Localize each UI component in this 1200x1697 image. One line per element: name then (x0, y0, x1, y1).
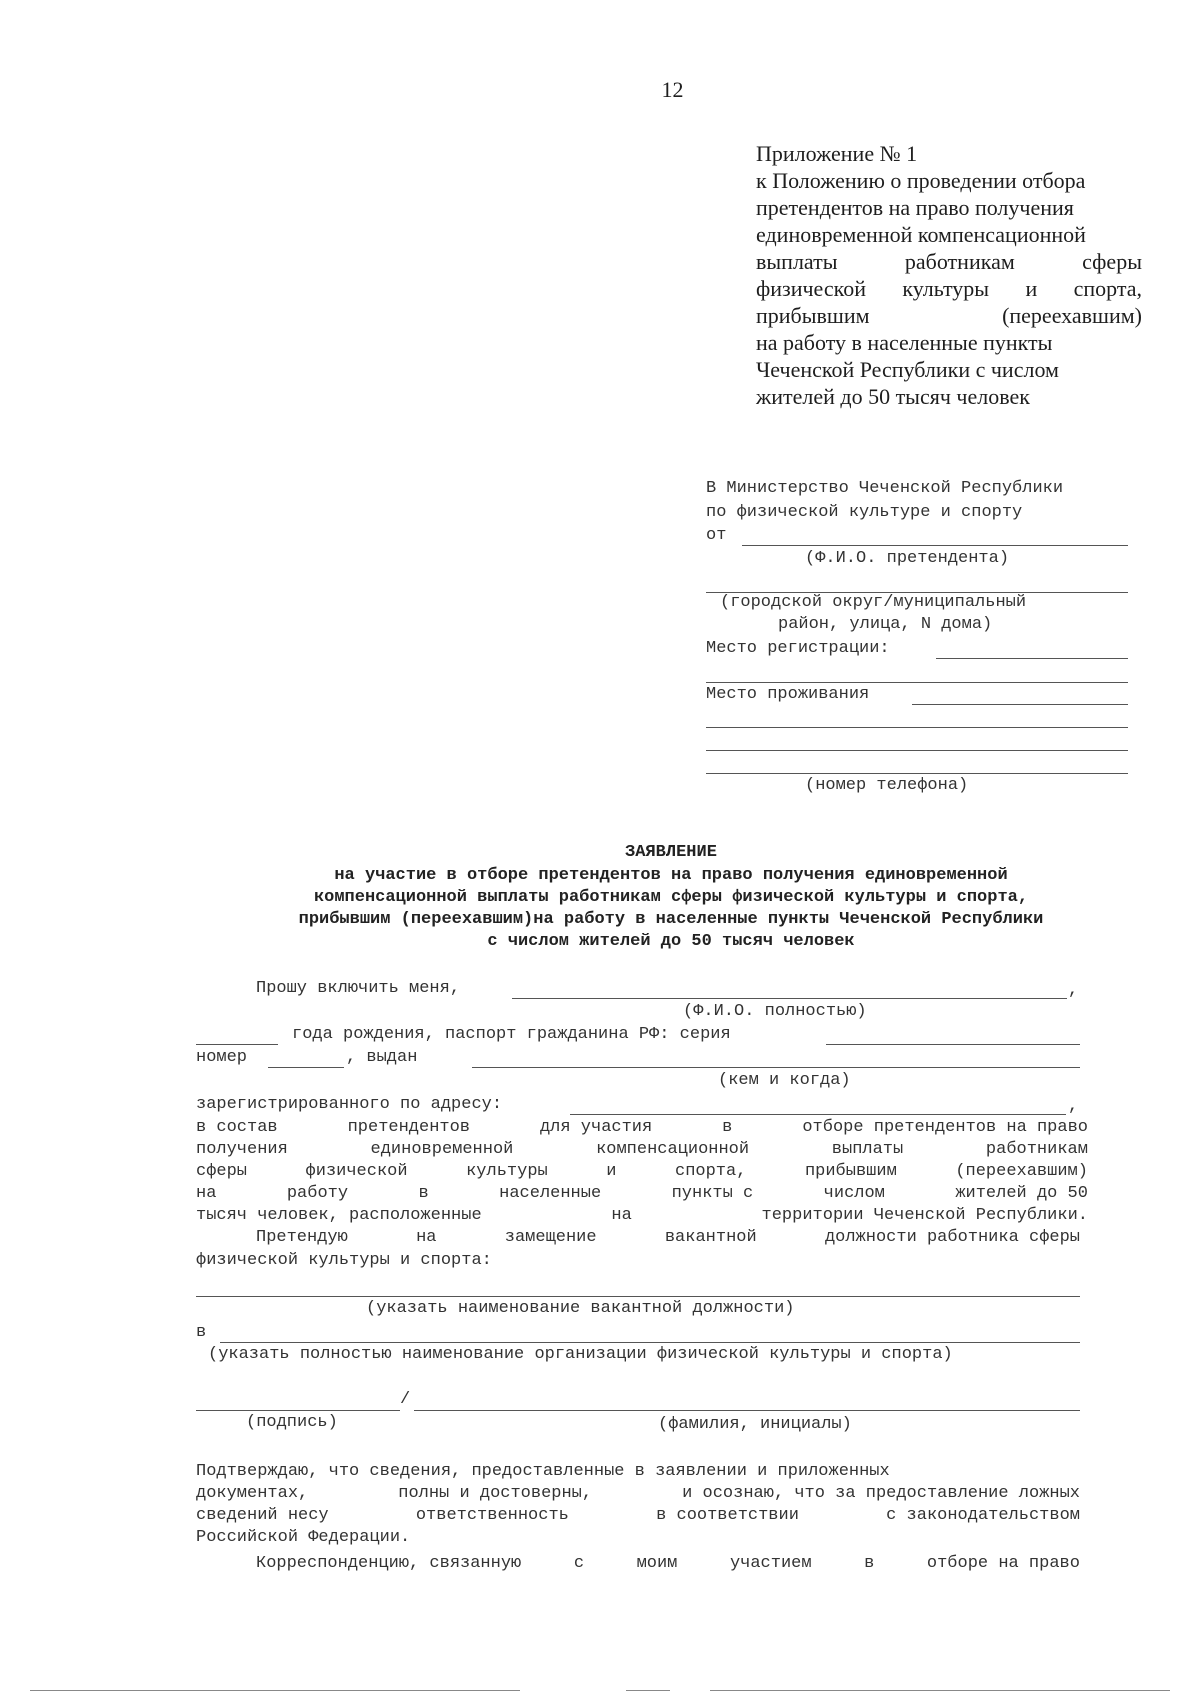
appendix-line-segment: (переехавшим) (1002, 303, 1142, 328)
appendix-line (756, 248, 1142, 275)
claim-paragraph (256, 1227, 1080, 1249)
appendix-line (756, 167, 1142, 194)
paragraph-line-segment: жителей до 50 (955, 1184, 1088, 1203)
fio-hint: (Ф.И.О. претендента) (805, 549, 1010, 568)
paragraph-line-segment: прибывшим (804, 1162, 897, 1181)
phone-hint: (номер телефона) (805, 776, 969, 795)
page-number: 12 (661, 77, 684, 102)
district-hint-1: (городской округ/муниципальный (720, 593, 1027, 612)
appendix-block (756, 140, 1142, 410)
paragraph-line-segment: числом (823, 1184, 885, 1203)
claim-line-segment: на (416, 1228, 437, 1247)
name-initials-line[interactable] (414, 1410, 1080, 1411)
confirm-last-line: Российской Федерации. (196, 1528, 411, 1547)
appendix-line-segment: жителей до 50 тысяч человек (756, 384, 1030, 409)
paragraph-line-segment: компенсационной (596, 1140, 750, 1159)
position-hint: (указать наименование вакантной должности) (366, 1299, 795, 1318)
confirm-line-segment: в соответствии (656, 1506, 799, 1525)
paragraph-line-segment: (переехавшим) (955, 1162, 1088, 1181)
residence-line-2[interactable] (706, 727, 1128, 728)
paragraph-line (196, 1161, 1088, 1183)
paragraph-line-segment: и (606, 1162, 617, 1181)
paragraph-line-segment: пункты с (671, 1184, 754, 1203)
fio-line[interactable] (742, 545, 1128, 546)
subtitle-line: компенсационной выплаты работникам сферы физической культуры и спорта, (313, 888, 1029, 907)
registration-line-2[interactable] (706, 682, 1128, 683)
issued-label: , выдан (346, 1048, 418, 1067)
full-name-line[interactable] (512, 998, 1067, 999)
issued-by-line[interactable] (472, 1067, 1080, 1068)
paragraph-line-segment: в (418, 1184, 429, 1203)
paragraph-line-segment: отборе претендентов на право (802, 1118, 1088, 1137)
paragraph-line-segment: физической (305, 1162, 408, 1181)
appendix-line-segment: спорта, (1073, 276, 1142, 301)
fio-full-hint: (Ф.И.О. полностью) (683, 1002, 867, 1021)
paragraph-line-segment: выплаты (831, 1140, 904, 1159)
confirm-line (196, 1505, 1080, 1527)
confirm-line-segment: ответственность (415, 1506, 569, 1525)
correspondence-segment: участием (729, 1554, 812, 1573)
addressee-line-1: В Министерство Чеченской Республики (706, 479, 1064, 498)
claim-line (256, 1227, 1080, 1249)
appendix-line-segment: единовременной компенсационной (756, 222, 1086, 247)
name-hint: (фамилия, инициалы) (658, 1415, 852, 1434)
paragraph-line (196, 1139, 1088, 1161)
in-label: в (196, 1323, 207, 1342)
appendix-line (756, 221, 1142, 248)
appendix-line (756, 383, 1142, 410)
organization-line[interactable] (220, 1342, 1080, 1343)
paragraph-line-segment: тысяч человек, расположенные (196, 1206, 482, 1225)
slash: / (400, 1390, 411, 1409)
comma: , (1068, 981, 1079, 1000)
residence-line-3[interactable] (706, 750, 1128, 751)
appendix-line-segment: сферы (1082, 249, 1142, 274)
claim-line-segment: должности работника сферы (824, 1228, 1080, 1247)
birth-year-line[interactable] (196, 1044, 278, 1045)
paragraph-line-segment: получения (196, 1140, 288, 1159)
subtitle-line: с числом жителей до 50 тысяч человек (487, 932, 855, 951)
organization-hint: (указать полностью наименование организации физической культуры и спорта) (208, 1345, 953, 1364)
appendix-line-segment: физической (756, 276, 866, 301)
appendix-line (756, 329, 1142, 356)
request-text: Прошу включить меня, (256, 979, 461, 998)
confirm-line-segment: полны и достоверны, (398, 1484, 593, 1503)
appendix-lines (756, 167, 1142, 410)
position-line[interactable] (196, 1296, 1080, 1297)
appendix-line (756, 194, 1142, 221)
phone-line[interactable] (706, 773, 1128, 774)
correspondence-segment: в (864, 1554, 875, 1573)
appendix-line-segment: к Положению о проведении отбора (756, 168, 1086, 193)
correspondence-line (256, 1553, 1080, 1575)
comma-2: , (1068, 1097, 1079, 1116)
confirm-line-segment: и осознаю, что за предоставление ложных (682, 1484, 1080, 1503)
birth-passport-text: года рождения, паспорт гражданина РФ: серия (292, 1025, 731, 1044)
appendix-line-segment: работникам (904, 249, 1015, 274)
from-label: от (706, 526, 727, 545)
correspondence-segment: отборе на право (926, 1554, 1080, 1573)
paragraph-line (196, 1183, 1088, 1205)
paragraph-line-segment: на (196, 1184, 217, 1203)
scan-edge-line (626, 1690, 670, 1691)
subtitle-line: на участие в отборе претендентов на право получения единовременной (334, 866, 1008, 885)
statement-title: ЗАЯВЛЕНИЕ (625, 843, 717, 862)
paragraph-line-segment: работу (286, 1184, 349, 1203)
appendix-line-segment: претендентов на право получения (756, 195, 1074, 220)
registration-label: Место регистрации: (706, 639, 890, 658)
confirmation-paragraph (196, 1461, 1080, 1527)
scan-edge-line (710, 1690, 1170, 1691)
paragraph-line-segment: единовременной (370, 1140, 514, 1159)
confirm-line (196, 1483, 1080, 1505)
confirm-line-segment: документах, (196, 1484, 309, 1503)
confirm-line-segment: Подтверждаю, что сведения, предоставленные в заявлении и приложенных (196, 1462, 890, 1481)
appendix-title: Приложение № 1 (756, 141, 918, 166)
appendix-line-segment: и (1025, 276, 1038, 301)
residence-line[interactable] (912, 704, 1128, 705)
addressee-line-2: по физической культуре и спорту (706, 503, 1023, 522)
confirm-line-segment: сведений несу (196, 1506, 329, 1525)
scan-edge-line (30, 1690, 520, 1691)
registered-label: зарегистрированного по адресу: (196, 1095, 503, 1114)
subtitle-line: прибывшим (переехавшим)на работу в населенные пункты Чеченской Республики (298, 910, 1044, 929)
passport-series-line[interactable] (826, 1044, 1080, 1045)
registered-address-line[interactable] (570, 1114, 1066, 1115)
paragraph-line-segment: претендентов (347, 1118, 471, 1137)
statement-subtitle (196, 865, 1146, 953)
claim-line-segment: вакантной (664, 1228, 757, 1247)
number-label: номер (196, 1048, 248, 1067)
paragraph-line-segment: культуры (466, 1162, 548, 1181)
paragraph-line-segment: сферы (196, 1162, 248, 1181)
correspondence-segment: моим (636, 1554, 678, 1573)
paragraph-line-segment: работникам (985, 1140, 1088, 1159)
paragraph-line (196, 1205, 1088, 1227)
paragraph-line-segment: для участия (539, 1118, 653, 1137)
confirm-line-segment: с законодательством (886, 1506, 1080, 1525)
appendix-line-segment: выплаты (756, 249, 838, 274)
confirm-line (196, 1461, 1080, 1483)
page-number-wrap (0, 76, 1200, 103)
paragraph-line-segment: на (611, 1206, 632, 1225)
residence-label: Место проживания (706, 685, 870, 704)
issued-by-hint: (кем и когда) (718, 1071, 851, 1090)
paragraph-line (196, 1117, 1088, 1139)
claim-last-line: физической культуры и спорта: (196, 1251, 492, 1270)
correspondence-segment: Корреспонденцию, связанную (256, 1554, 522, 1573)
appendix-line-segment: прибывшим (756, 303, 870, 328)
paragraph-line-segment: спорта, (675, 1162, 747, 1181)
claim-line-segment: Претендую (256, 1228, 348, 1247)
appendix-line (756, 356, 1142, 383)
appendix-line (756, 302, 1142, 329)
paragraph-line-segment: населенные (499, 1184, 602, 1203)
appendix-line (756, 275, 1142, 302)
paragraph-line-segment: в (722, 1118, 733, 1137)
registration-line[interactable] (936, 658, 1128, 659)
main-paragraph (196, 1117, 1088, 1227)
district-hint-2: район, улица, N дома) (778, 615, 993, 634)
appendix-line-segment: на работу в населенные пункты (756, 330, 1053, 355)
correspondence-segment: с (573, 1554, 585, 1573)
paragraph-line-segment: в состав (196, 1118, 278, 1137)
paragraph-line-segment: территории Чеченской Республики. (761, 1206, 1088, 1225)
passport-number-line[interactable] (268, 1067, 344, 1068)
signature-line[interactable] (196, 1410, 400, 1411)
appendix-line-segment: Чеченской Республики с числом (756, 357, 1059, 382)
appendix-line-segment: культуры (902, 276, 990, 301)
signature-hint: (подпись) (246, 1413, 338, 1432)
claim-line-segment: замещение (504, 1228, 597, 1247)
